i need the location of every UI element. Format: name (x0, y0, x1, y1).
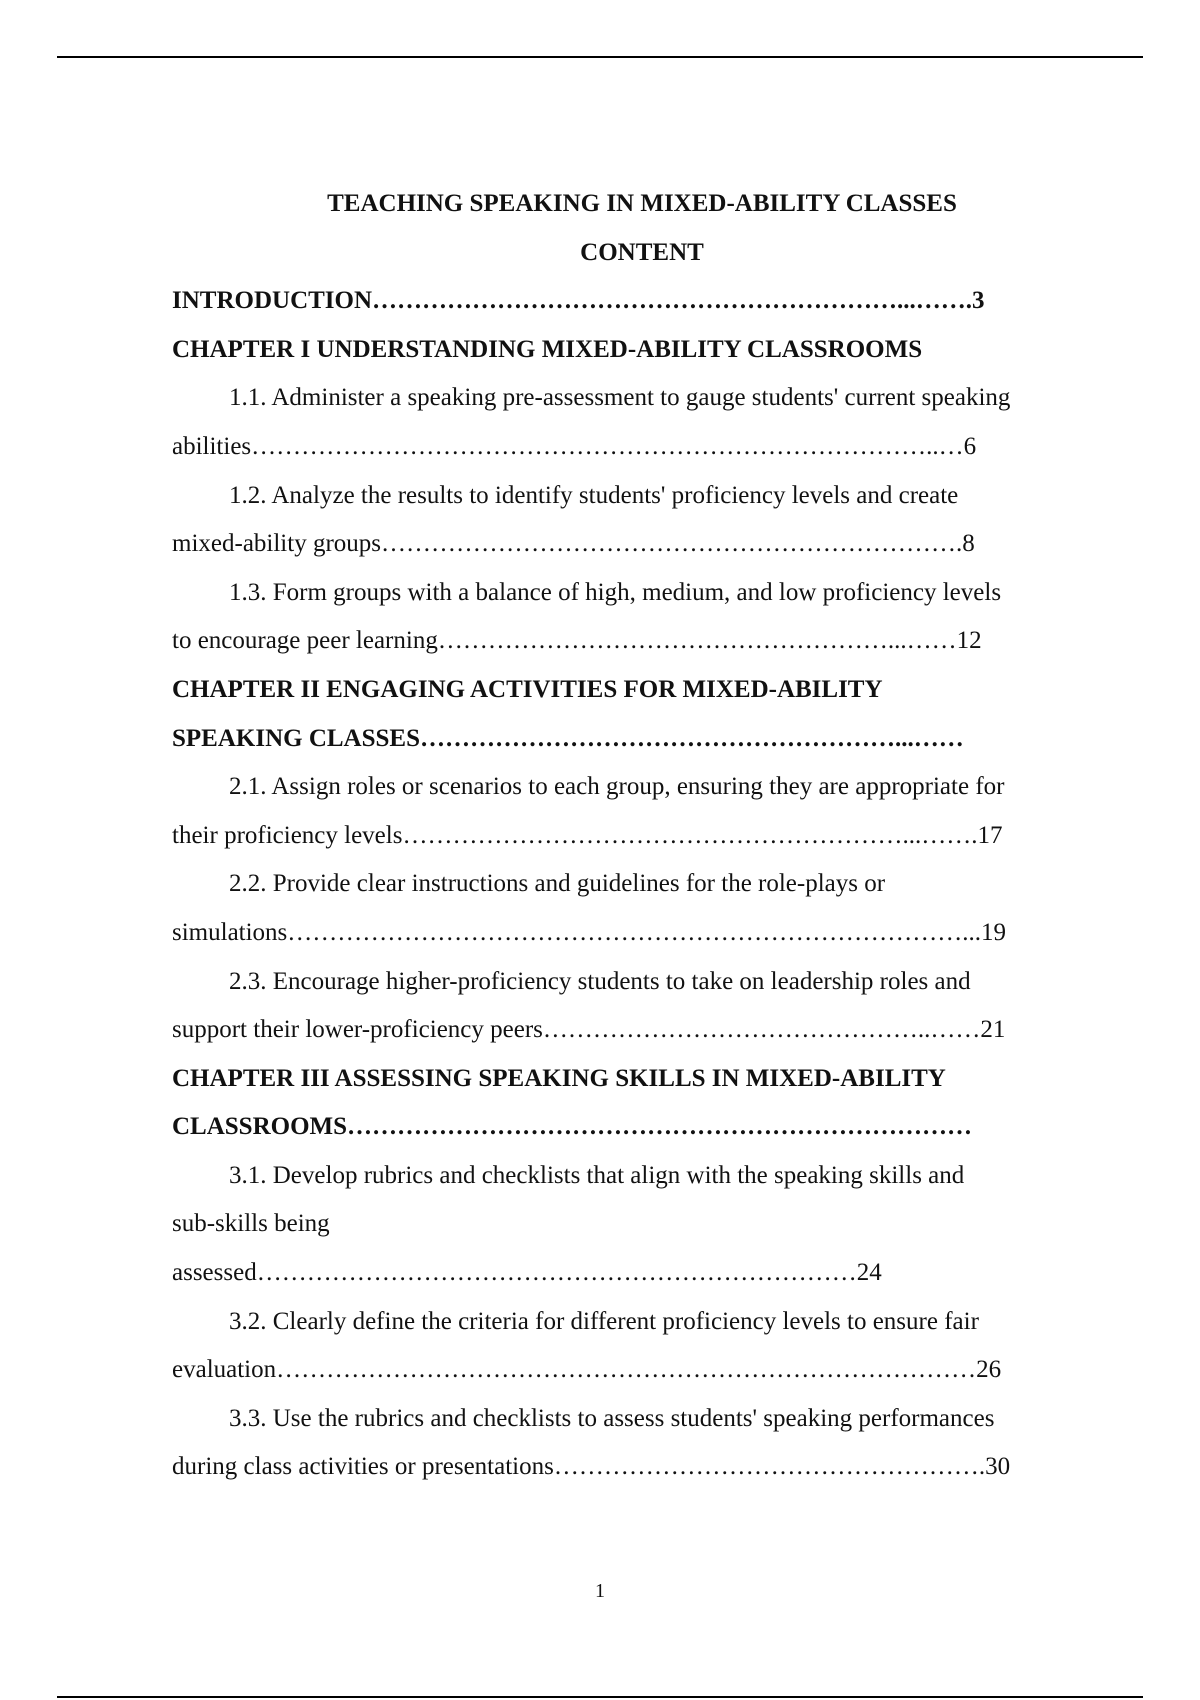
header-rule (57, 56, 1143, 58)
toc-entry-3-3[interactable]: 3.3. Use the rubrics and checklists to assess students' speaking performances (229, 1404, 995, 1432)
toc-entry-2-3[interactable]: 2.3. Encourage higher-proficiency students to take on leadership roles and (229, 967, 971, 995)
toc-chapter-3-heading[interactable]: CHAPTER III ASSESSING SPEAKING SKILLS IN MIXED-ABILITY (172, 1064, 946, 1092)
toc-entry-2-1-continued[interactable]: their proficiency levels……………………………………………………...…….17 (172, 821, 1003, 849)
toc-entry-1-3-continued[interactable]: to encourage peer learning………………………………………………...……12 (172, 627, 982, 655)
footer-rule (57, 1696, 1143, 1698)
document-title: TEACHING SPEAKING IN MIXED-ABILITY CLASSES (327, 190, 957, 217)
toc-entry-3-2-continued[interactable]: evaluation…………………………………………………………………………26 (172, 1356, 1002, 1384)
toc-entry-3-3-continued[interactable]: during class activities or presentations…………………………………………….30 (172, 1453, 1011, 1481)
document-body (172, 180, 1112, 1492)
toc-entry-1-1[interactable]: 1.1. Administer a speaking pre-assessment to gauge students' current speaking (229, 384, 1011, 412)
page-number: 1 (595, 1580, 605, 1602)
toc-entry-3-2[interactable]: 3.2. Clearly define the criteria for different proficiency levels to ensure fair (229, 1307, 979, 1335)
toc-entry-1-2-continued[interactable]: mixed-ability groups…………………………………………………………….8 (172, 530, 975, 558)
toc-entry-introduction[interactable]: INTRODUCTION………………………………………………………...…….3 (172, 287, 985, 315)
toc-entry-2-3-continued[interactable]: support their lower-proficiency peers………………………………………..……21 (172, 1016, 1006, 1044)
toc-chapter-2-heading[interactable]: CHAPTER II ENGAGING ACTIVITIES FOR MIXED-ABILITY (172, 675, 883, 703)
toc-entry-2-2-continued[interactable]: simulations………………………………………………………………………...19 (172, 918, 1007, 946)
toc-chapter-3-heading-continued[interactable]: CLASSROOMS………………………………………………………………… (172, 1113, 973, 1141)
toc-entry-1-3[interactable]: 1.3. Form groups with a balance of high, medium, and low proficiency levels (229, 578, 1002, 606)
toc-entry-2-2[interactable]: 2.2. Provide clear instructions and guidelines for the role-plays or (229, 870, 886, 898)
toc-entry-3-1-continued[interactable]: sub-skills being (172, 1210, 330, 1238)
toc-entry-1-2[interactable]: 1.2. Analyze the results to identify students' proficiency levels and create (229, 481, 959, 509)
toc-entry-3-1[interactable]: 3.1. Develop rubrics and checklists that align with the speaking skills and (229, 1161, 965, 1189)
toc-chapter-2-heading-continued[interactable]: SPEAKING CLASSES…………………………………………………...…… (172, 724, 964, 752)
toc-entry-3-1-continued-2[interactable]: assessed………………………………………………………………24 (172, 1259, 882, 1287)
toc-chapter-1-heading[interactable]: CHAPTER I UNDERSTANDING MIXED-ABILITY CLASSROOMS (172, 335, 923, 363)
toc-entry-1-1-continued[interactable]: abilities………………………………………………………………………..…6 (172, 432, 977, 460)
toc-entry-2-1[interactable]: 2.1. Assign roles or scenarios to each group, ensuring they are appropriate for (229, 773, 1005, 801)
contents-heading: CONTENT (580, 238, 704, 266)
